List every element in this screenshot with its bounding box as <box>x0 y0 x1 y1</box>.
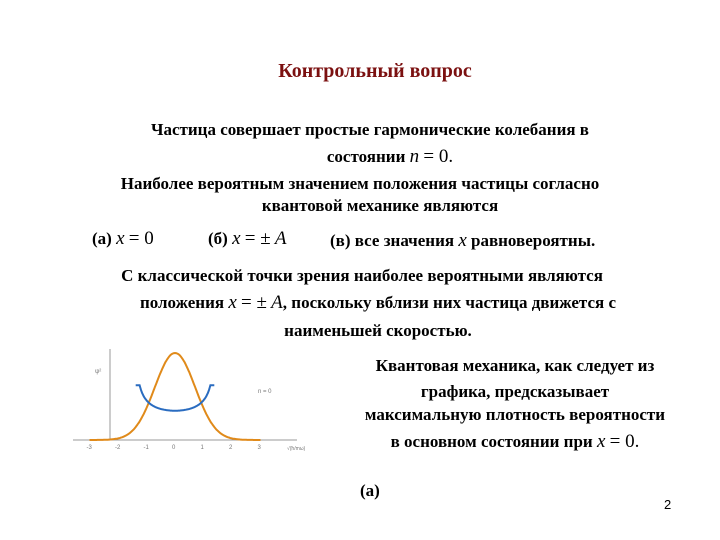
x-tick-label: 1 <box>200 445 204 451</box>
probability-density-graph <box>65 345 315 465</box>
x-tick-label: 2 <box>229 445 233 451</box>
explanation-line-2: графика, предсказывает <box>420 382 610 401</box>
eq-zero: = 0. <box>423 146 454 167</box>
classical-line-3: наименьшей скоростью. <box>284 321 472 340</box>
page-number: 2 <box>664 497 672 512</box>
graph-tick-labels <box>87 445 262 451</box>
graph-y-label: ψ² <box>95 369 102 375</box>
explanation-line-1: Квантовая механика, как следует из <box>375 356 655 375</box>
slide-title: Контрольный вопрос <box>278 60 472 82</box>
graph-axis-unit: √(ħ/mω) <box>287 446 306 452</box>
classical-line-1: С классической точки зрения наиболее вероятными являются <box>121 266 603 285</box>
question-line-3: Наиболее вероятным значением положения частицы согласно <box>120 174 600 193</box>
graph-curve-label: n = 0 <box>258 389 272 395</box>
explanation-line-3: максимальную плотность вероятности <box>364 405 666 424</box>
option-b[interactable]: (б) x = ± A <box>208 228 287 249</box>
question-line-2: состоянии n = 0. <box>326 146 454 167</box>
option-a[interactable]: (а) x = 0 <box>92 228 154 249</box>
option-c[interactable]: (в) все значения x равновероятны. <box>330 230 596 251</box>
question-line-1: Частица совершает простые гармонические колебания в <box>150 120 589 139</box>
x-tick-label: 3 <box>257 445 261 451</box>
explanation-line-4: в основном состоянии при x = 0. <box>390 431 640 452</box>
x-tick-label: -2 <box>115 445 121 451</box>
var-n: n <box>409 146 420 167</box>
x-tick-label: -3 <box>86 445 92 451</box>
quantum-density-curve <box>90 353 261 440</box>
x-tick-label: 0 <box>172 445 176 451</box>
answer-label: (а) <box>360 481 380 500</box>
question-line-4: квантовой механике являются <box>261 196 499 215</box>
x-tick-label: -1 <box>143 445 149 451</box>
classical-line-2: положения x = ± A, поскольку вблизи них частица движется с <box>139 292 617 313</box>
